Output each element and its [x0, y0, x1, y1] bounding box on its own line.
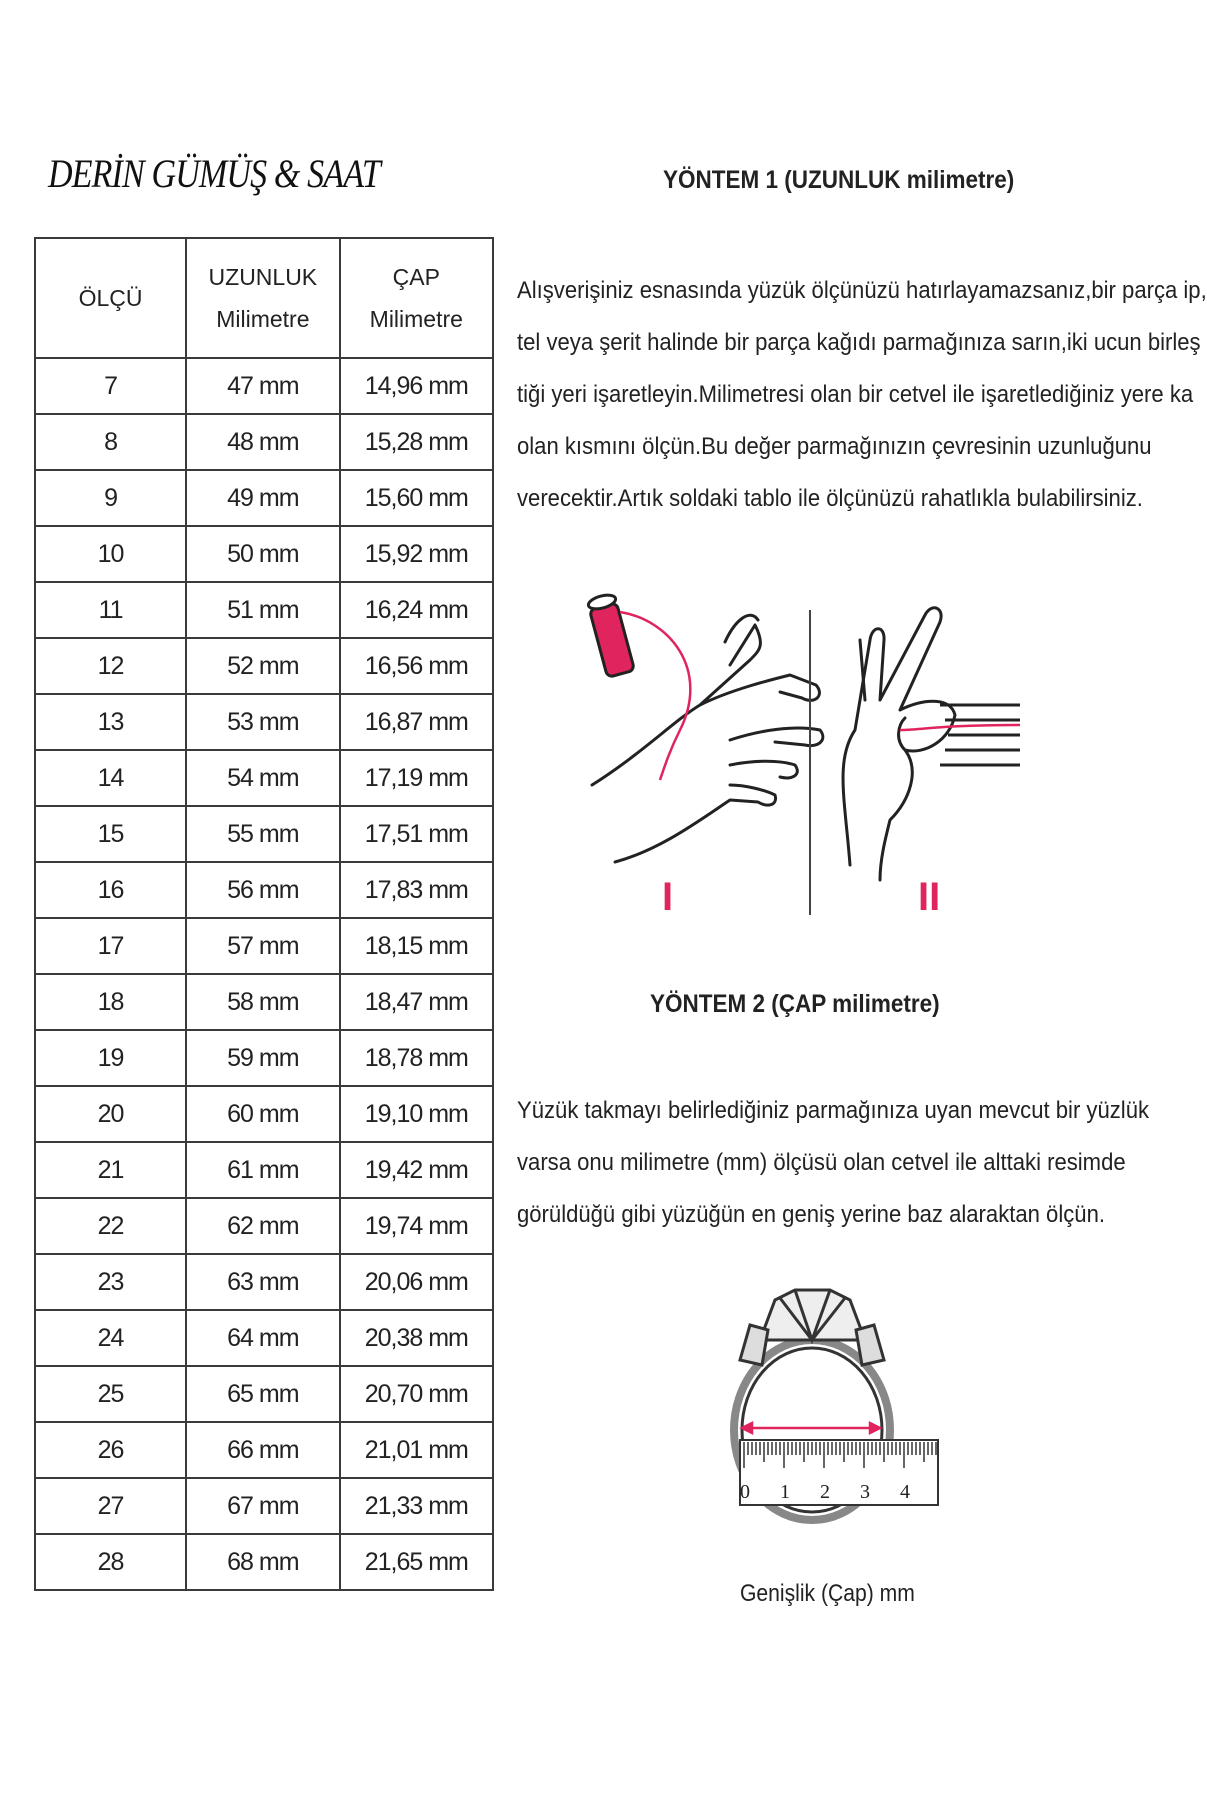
table-row — [35, 1534, 493, 1590]
ring-ruler-illustration — [720, 1270, 940, 1540]
cell-length: 54 mm — [186, 750, 340, 806]
cell-size: 17 — [35, 918, 186, 974]
cell-length: 59 mm — [186, 1030, 340, 1086]
cell-length: 51 mm — [186, 582, 340, 638]
method1-line: tiği yeri işaretleyin.Milimetresi olan bir cetvel ile işaretlediğiniz yere ka — [517, 381, 1194, 408]
table-row — [35, 918, 493, 974]
cell-size: 9 — [35, 470, 186, 526]
cell-length: 60 mm — [186, 1086, 340, 1142]
brand-logo: DERİN GÜMÜŞ & SAAT — [48, 151, 380, 196]
cell-size: 13 — [35, 694, 186, 750]
cell-diameter: 21,65 mm — [340, 1534, 493, 1590]
step-label-2: II — [918, 875, 941, 919]
cell-size: 11 — [35, 582, 186, 638]
cell-size: 25 — [35, 1366, 186, 1422]
cell-length: 47 mm — [186, 358, 340, 414]
cell-size: 24 — [35, 1310, 186, 1366]
cell-diameter: 17,51 mm — [340, 806, 493, 862]
table-row — [35, 358, 493, 414]
cell-length: 49 mm — [186, 470, 340, 526]
method1-line: olan kısmını ölçün.Bu değer parmağınızın çevresinin uzunluğunu — [517, 433, 1152, 460]
cell-diameter: 20,06 mm — [340, 1254, 493, 1310]
cell-length: 67 mm — [186, 1478, 340, 1534]
measure-arrow — [742, 1423, 880, 1433]
cell-size: 14 — [35, 750, 186, 806]
cell-size: 19 — [35, 1030, 186, 1086]
table-row — [35, 1030, 493, 1086]
cell-length: 68 mm — [186, 1534, 340, 1590]
cell-length: 62 mm — [186, 1198, 340, 1254]
cell-size: 26 — [35, 1422, 186, 1478]
hand-measure-illustration — [580, 580, 1040, 930]
cell-size: 28 — [35, 1534, 186, 1590]
cell-length: 53 mm — [186, 694, 340, 750]
ruler-label: 1 — [780, 1481, 790, 1503]
cell-length: 55 mm — [186, 806, 340, 862]
table-row — [35, 1422, 493, 1478]
header-diameter: ÇAP Milimetre — [340, 238, 493, 358]
method2-line: Yüzük takmayı belirlediğiniz parmağınıza uyan mevcut bir yüzlük — [517, 1097, 1150, 1124]
ruler-label: 4 — [900, 1481, 910, 1503]
cell-diameter: 15,92 mm — [340, 526, 493, 582]
step-label-1: I — [662, 875, 674, 919]
method2-line: varsa onu milimetre (mm) ölçüsü olan cetvel ile alttaki resimde — [517, 1149, 1126, 1176]
table-row — [35, 694, 493, 750]
cell-diameter: 21,33 mm — [340, 1478, 493, 1534]
cell-length: 57 mm — [186, 918, 340, 974]
method1-line: tel veya şerit halinde bir parça kağıdı parmağınıza sarın,iki ucun birleş — [517, 329, 1201, 356]
header-size: ÖLÇÜ — [35, 238, 186, 358]
cell-size: 7 — [35, 358, 186, 414]
cell-diameter: 17,83 mm — [340, 862, 493, 918]
method2-title: YÖNTEM 2 (ÇAP milimetre) — [650, 990, 940, 1018]
cell-size: 15 — [35, 806, 186, 862]
cell-length: 64 mm — [186, 1310, 340, 1366]
thread-spool-icon — [587, 593, 635, 678]
cell-diameter: 19,42 mm — [340, 1142, 493, 1198]
cell-diameter: 17,19 mm — [340, 750, 493, 806]
cell-size: 22 — [35, 1198, 186, 1254]
method1-title: YÖNTEM 1 (UZUNLUK milimetre) — [663, 166, 1015, 194]
method2-text — [517, 1085, 1150, 1241]
cell-length: 48 mm — [186, 414, 340, 470]
cell-diameter: 20,70 mm — [340, 1366, 493, 1422]
cell-diameter: 20,38 mm — [340, 1310, 493, 1366]
cell-length: 61 mm — [186, 1142, 340, 1198]
ruler-label: 0 — [740, 1481, 750, 1503]
cell-diameter: 18,15 mm — [340, 918, 493, 974]
cell-size: 8 — [35, 414, 186, 470]
cell-size: 18 — [35, 974, 186, 1030]
cell-length: 50 mm — [186, 526, 340, 582]
table-row — [35, 1142, 493, 1198]
table-row — [35, 862, 493, 918]
cell-length: 58 mm — [186, 974, 340, 1030]
cell-length: 63 mm — [186, 1254, 340, 1310]
ruler-label: 2 — [820, 1481, 830, 1503]
table-row — [35, 582, 493, 638]
cell-diameter: 19,74 mm — [340, 1198, 493, 1254]
ruler-label: 3 — [860, 1481, 870, 1503]
table-row — [35, 470, 493, 526]
table-row — [35, 638, 493, 694]
cell-size: 23 — [35, 1254, 186, 1310]
cell-length: 66 mm — [186, 1422, 340, 1478]
cell-diameter: 19,10 mm — [340, 1086, 493, 1142]
table-row — [35, 1254, 493, 1310]
table-row — [35, 1198, 493, 1254]
table-row — [35, 1366, 493, 1422]
cell-size: 16 — [35, 862, 186, 918]
cell-diameter: 15,60 mm — [340, 470, 493, 526]
ring-size-table — [34, 237, 494, 1591]
table-row — [35, 1478, 493, 1534]
header-length: UZUNLUK Milimetre — [186, 238, 340, 358]
cell-size: 20 — [35, 1086, 186, 1142]
ruler — [740, 1440, 938, 1505]
cell-diameter: 18,47 mm — [340, 974, 493, 1030]
cell-length: 56 mm — [186, 862, 340, 918]
table-row — [35, 974, 493, 1030]
method2-line: görüldüğü gibi yüzüğün en geniş yerine baz alaraktan ölçün. — [517, 1201, 1105, 1228]
cell-size: 27 — [35, 1478, 186, 1534]
cell-diameter: 16,56 mm — [340, 638, 493, 694]
ring-caption: Genişlik (Çap) mm — [740, 1580, 915, 1607]
cell-diameter: 15,28 mm — [340, 414, 493, 470]
cell-length: 52 mm — [186, 638, 340, 694]
table-row — [35, 414, 493, 470]
cell-size: 12 — [35, 638, 186, 694]
cell-diameter: 16,24 mm — [340, 582, 493, 638]
method1-text — [517, 265, 1207, 525]
table-row — [35, 526, 493, 582]
table-row — [35, 750, 493, 806]
table-header-row — [35, 238, 493, 358]
cell-length: 65 mm — [186, 1366, 340, 1422]
cell-diameter: 21,01 mm — [340, 1422, 493, 1478]
cell-diameter: 18,78 mm — [340, 1030, 493, 1086]
method1-line: verecektir.Artık soldaki tablo ile ölçünüzü rahatlıkla bulabilirsiniz. — [517, 485, 1143, 512]
table-row — [35, 806, 493, 862]
cell-diameter: 16,87 mm — [340, 694, 493, 750]
cell-diameter: 14,96 mm — [340, 358, 493, 414]
method1-line: Alışverişiniz esnasında yüzük ölçünüzü hatırlayamazsanız,bir parça ip, — [517, 277, 1207, 304]
table-row — [35, 1086, 493, 1142]
table-row — [35, 1310, 493, 1366]
cell-size: 21 — [35, 1142, 186, 1198]
cell-size: 10 — [35, 526, 186, 582]
